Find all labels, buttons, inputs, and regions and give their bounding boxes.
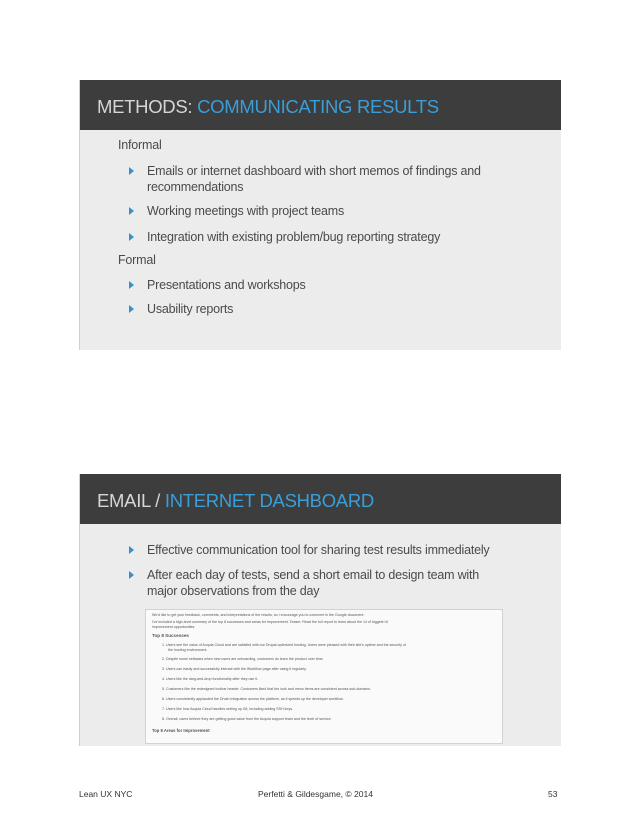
title-prefix: METHODS: xyxy=(97,96,193,117)
list-item: Working meetings with project teams xyxy=(129,203,509,219)
slide-title xyxy=(97,490,374,512)
slide-header xyxy=(80,474,561,524)
bullet-triangle-icon xyxy=(129,305,134,313)
list-item: Usability reports xyxy=(129,301,509,317)
title-accent: COMMUNICATING RESULTS xyxy=(197,96,439,117)
title-accent: INTERNET DASHBOARD xyxy=(164,490,374,511)
email-screenshot: We'd like to get your feedback, comments, and interpretations of the results, so I encourage you to comment in the Google document. I've included a high-level summary of the top 8 successes and areas for improvement. Teaser: Read the full report to learn about the 14 of biggest UI improvement opportunities. Top 8 Successes 1. Users see the value of Acquia Cloud and are satisfied with our Drupal-optimized hosting. Users were pleased with their site's uptime and the security of the hosting environment. 2. Despite some setbacks when new users are onboarding, customers do learn the product over time. 3. Users can easily and successfully interact with the Workflow page after using it regularly. 4. Users like the darg-and-drop functionality after they use it. 5. Customers like the redesigned toolbar header. Customers liked that the look and menu items are consistent across sub-domains. 6. Users consistently applauded the Drush integration across the platform, as it speeds up the developer workflow. 7. Users like how Acquia Cloud handles setting up Git, including adding SSH keys. 8. Overall, users believe they are getting good value from the Acquia support team and the level of service. Top 8 Areas for Improvement xyxy=(145,609,503,744)
bullet-triangle-icon xyxy=(129,571,134,579)
title-prefix: EMAIL / xyxy=(97,490,161,511)
list-item: Emails or internet dashboard with short memos of findings and recommendations xyxy=(129,163,509,195)
list-item: After each day of tests, send a short email to design team with major observations from the day xyxy=(129,567,509,599)
list-item: Effective communication tool for sharing test results immediately xyxy=(129,542,509,558)
footer-center: Perfetti & Gildesgame, © 2014 xyxy=(258,789,373,799)
footer-left: Lean UX NYC xyxy=(79,789,133,799)
formal-heading: Formal xyxy=(118,253,156,267)
slide-methods xyxy=(79,80,561,350)
bullet-triangle-icon xyxy=(129,233,134,241)
email-heading: Top 8 Successes xyxy=(152,633,189,638)
page-number: 53 xyxy=(548,789,558,799)
bullet-triangle-icon xyxy=(129,167,134,175)
slide-email-dashboard xyxy=(79,474,561,746)
list-item: Presentations and workshops xyxy=(129,277,509,293)
bullet-triangle-icon xyxy=(129,281,134,289)
informal-heading: Informal xyxy=(118,138,162,152)
slide-header xyxy=(80,80,561,130)
bullet-triangle-icon xyxy=(129,546,134,554)
bullet-triangle-icon xyxy=(129,207,134,215)
slide-title xyxy=(97,96,439,118)
list-item: Integration with existing problem/bug reporting strategy xyxy=(129,229,509,245)
